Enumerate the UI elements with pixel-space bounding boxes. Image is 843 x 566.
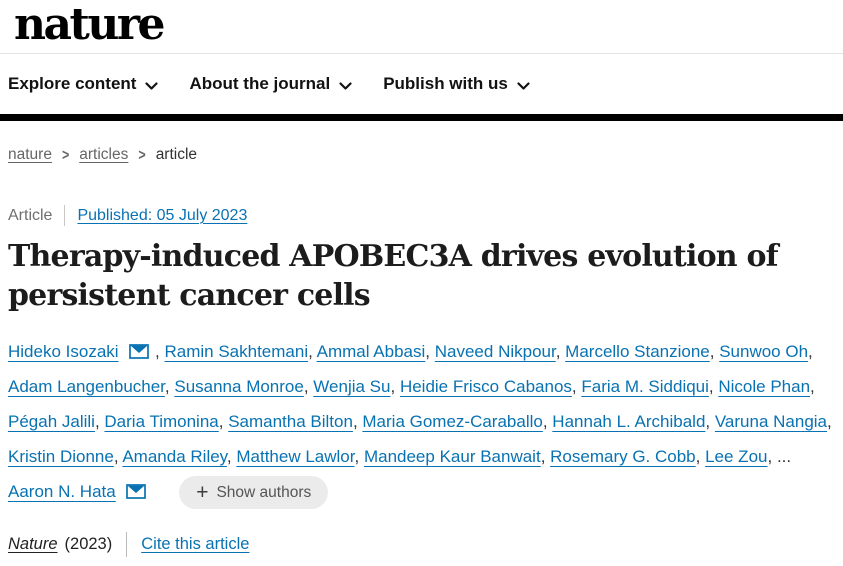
author-separator: , xyxy=(810,377,815,396)
citation-row xyxy=(8,532,835,557)
breadcrumb xyxy=(8,146,835,164)
author-link[interactable]: Rosemary G. Cobb xyxy=(550,447,696,466)
author-link[interactable]: Ammal Abbasi xyxy=(316,342,426,361)
author-separator: , xyxy=(542,412,553,431)
author-separator: , xyxy=(218,412,229,431)
main-nav xyxy=(0,54,843,114)
author-link[interactable]: Matthew Lawlor xyxy=(236,447,355,466)
chevron-down-icon xyxy=(145,82,158,90)
cite-this-article-link[interactable]: Cite this article xyxy=(141,535,250,554)
journal-link[interactable]: Nature xyxy=(8,535,58,554)
author-link[interactable]: Adam Langenbucher xyxy=(8,377,165,396)
author-link[interactable]: Aaron N. Hata xyxy=(8,482,116,501)
show-authors-label: Show authors xyxy=(216,483,312,501)
author-separator: , xyxy=(709,342,720,361)
nature-logo[interactable]: nature xyxy=(14,0,163,50)
article-title: Therapy-induced APOBEC3A drives evolution of persistent cancer cells xyxy=(8,239,778,313)
nav-item-label: Publish with us xyxy=(383,74,508,93)
nav-item-label: Explore content xyxy=(8,74,137,93)
author-link[interactable]: Amanda Riley xyxy=(122,447,227,466)
author-separator: , xyxy=(767,447,777,466)
author-separator: , xyxy=(354,447,364,466)
author-link[interactable]: Mandeep Kaur Banwait xyxy=(363,447,541,466)
author-link[interactable]: Wenjia Su xyxy=(313,377,391,396)
citation-year: (2023) xyxy=(64,535,113,554)
author-separator: , xyxy=(827,412,832,431)
chevron-down-icon xyxy=(517,82,530,90)
author-link[interactable]: Samantha Bilton xyxy=(228,412,353,431)
author-list-ellipsis: ... xyxy=(776,447,792,466)
author-link[interactable]: Pégah Jalili xyxy=(8,412,95,431)
breadcrumb-link[interactable]: nature xyxy=(8,146,52,163)
author-link[interactable]: Sunwoo Oh xyxy=(719,342,809,361)
author-separator: , xyxy=(164,377,175,396)
article-header-section xyxy=(0,146,843,557)
author-separator: , xyxy=(113,447,123,466)
author-link[interactable]: Susanna Monroe xyxy=(174,377,304,396)
nav-item[interactable] xyxy=(383,74,530,94)
breadcrumb-separator-icon: > xyxy=(61,146,70,164)
nav-item[interactable] xyxy=(8,74,158,94)
author-separator: , xyxy=(352,412,363,431)
author-separator: , xyxy=(695,447,706,466)
article-meta-row xyxy=(8,205,835,226)
breadcrumb-link[interactable]: articles xyxy=(79,146,129,163)
author-link[interactable]: Maria Gomez-Caraballo xyxy=(362,412,543,431)
author-separator: , xyxy=(155,342,165,361)
chevron-down-icon xyxy=(339,82,352,90)
article-type-label: Article xyxy=(8,206,53,224)
author-link[interactable]: Marcello Stanzione xyxy=(565,342,710,361)
site-header xyxy=(0,0,843,54)
author-link[interactable]: Hannah L. Archibald xyxy=(552,412,706,431)
header-divider-bar xyxy=(0,114,843,121)
author-separator: , xyxy=(540,447,551,466)
author-separator: , xyxy=(303,377,314,396)
author-link[interactable]: Kristin Dionne xyxy=(8,447,114,466)
email-icon[interactable] xyxy=(126,484,146,499)
nav-item-label: About the journal xyxy=(189,74,331,93)
email-icon[interactable] xyxy=(129,344,149,359)
author-link[interactable]: Lee Zou xyxy=(705,447,768,466)
author-separator: , xyxy=(555,342,566,361)
breadcrumb-separator-icon: > xyxy=(138,146,146,164)
author-link[interactable]: Hideko Isozaki xyxy=(8,342,119,361)
author-link[interactable]: Ramin Sakhtemani xyxy=(164,342,309,361)
author-link[interactable]: Naveed Nikpour xyxy=(434,342,556,361)
published-date-link[interactable]: Published: 05 July 2023 xyxy=(77,206,248,224)
nav-item[interactable] xyxy=(189,74,352,94)
meta-divider xyxy=(64,205,65,226)
author-link[interactable]: Daria Timonina xyxy=(104,412,219,431)
author-separator: , xyxy=(808,342,813,361)
author-list xyxy=(8,334,835,509)
author-link[interactable]: Faria M. Siddiqui xyxy=(581,377,709,396)
author-separator: , xyxy=(705,412,715,431)
show-authors-button[interactable] xyxy=(179,476,328,509)
breadcrumb-current: article xyxy=(155,146,198,163)
author-link[interactable]: Varuna Nangia xyxy=(714,412,828,431)
citation-divider xyxy=(126,532,127,557)
author-separator: , xyxy=(390,377,400,396)
author-separator: , xyxy=(226,447,237,466)
author-separator: , xyxy=(571,377,582,396)
author-separator: , xyxy=(425,342,435,361)
author-separator: , xyxy=(308,342,317,361)
plus-icon: + xyxy=(196,481,209,505)
author-link[interactable]: Heidie Frisco Cabanos xyxy=(399,377,572,396)
author-separator: , xyxy=(94,412,105,431)
author-separator: , xyxy=(708,377,719,396)
author-link[interactable]: Nicole Phan xyxy=(718,377,811,396)
